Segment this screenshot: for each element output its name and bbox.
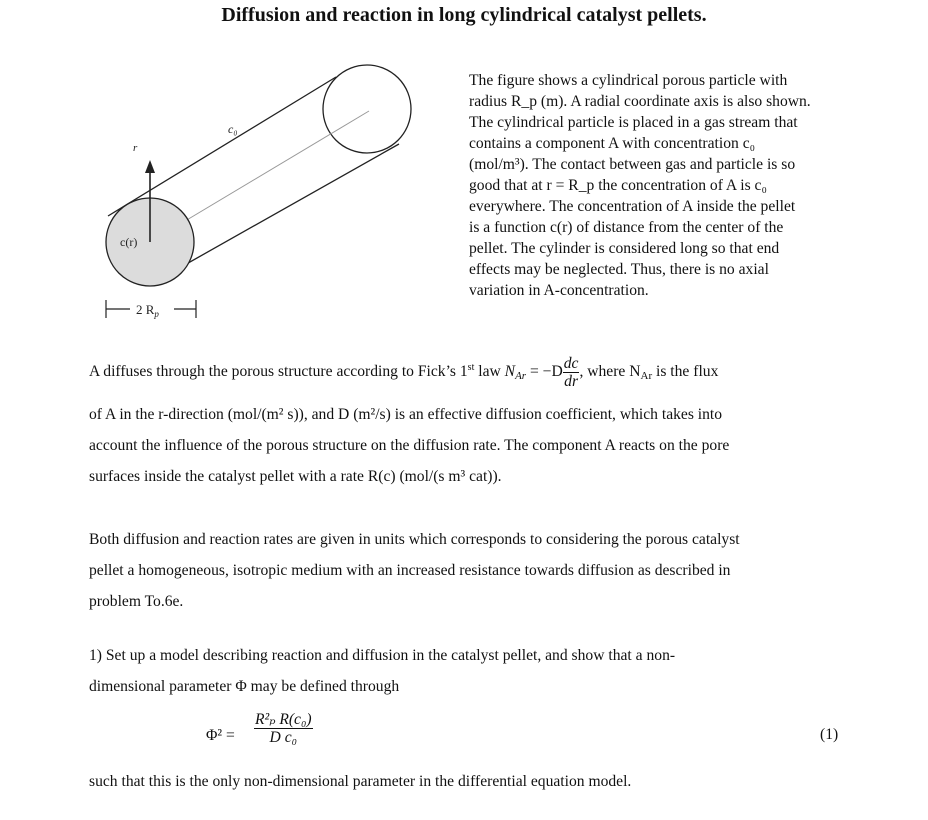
document-title: Diffusion and reaction in long cylindrical catalyst pellets.: [221, 4, 707, 26]
equation-number: (1): [820, 726, 839, 743]
intro-line: variation in A-concentration.: [469, 282, 649, 299]
label-r: r: [133, 142, 138, 154]
intro-line: The figure shows a cylindrical porous particle with: [469, 72, 788, 89]
intro-line: effects may be neglected. Thus, there is no axial: [469, 261, 769, 278]
task-line: dimensional parameter Φ may be defined through: [89, 678, 400, 695]
fick-line: account the influence of the porous structure on the diffusion rate. The component A reacts on the pore: [89, 437, 730, 454]
intro-paragraph: [469, 70, 869, 301]
radial-arrowhead: [145, 160, 155, 173]
fick-line: surfaces inside the catalyst pellet with a rate R(c) (mol/(s m³ cat)).: [89, 468, 502, 485]
intro-line: (mol/m³). The contact between gas and particle is so: [469, 156, 796, 173]
equation-1: [206, 705, 346, 775]
cylinder-top-edge: [108, 77, 336, 216]
label-2rp: 2 $R_p$: [136, 302, 159, 319]
units-line: Both diffusion and reaction rates are given in units which corresponds to considering the porous catalyst: [89, 531, 740, 548]
intro-line: radius R_p (m). A radial coordinate axis is also shown.: [469, 93, 811, 110]
fick-fraction: $\frac{dc}{dr}$: [563, 355, 579, 390]
label-c0: c₀: [228, 122, 238, 136]
label-cr: c(r): [120, 235, 138, 249]
intro-line: everywhere. The concentration of A inside the pellet: [469, 198, 796, 215]
conclusion-line: such that this is the only non-dimensional parameter in the differential equation model.: [89, 773, 632, 790]
task-paragraph: [89, 640, 879, 702]
intro-line: pellet. The cylinder is considered long so that end: [469, 240, 780, 257]
intro-line: contains a component A with concentration c₀: [469, 135, 756, 152]
intro-line: good that at r = R_p the concentration of A is c₀: [469, 177, 767, 194]
intro-line: The cylindrical particle is placed in a gas stream that: [469, 114, 798, 131]
fick-line: of A in the r-direction (mol/(m² s)), and D (m²/s) is an effective diffusion coefficient, which takes into: [89, 406, 723, 423]
intro-line: is a function c(r) of distance from the center of the: [469, 219, 784, 236]
fick-law-line: A diffuses through the porous structure according to Fick’s 1st law $N_{Ar} = -D$ $\frac{dc}{dr}$ , where $N_{Ar}$ is the flux: [89, 355, 719, 390]
fick-paragraph: [89, 355, 879, 492]
task-line: 1) Set up a model describing reaction and diffusion in the catalyst pellet, and show that a non-: [89, 647, 676, 664]
units-line: pellet a homogeneous, isotropic medium with an increased resistance towards diffusion as described in: [89, 562, 731, 579]
cylinder-figure: [88, 55, 428, 330]
units-paragraph: [89, 524, 879, 617]
equation-lhs: Φ² =: [206, 727, 235, 744]
equation-fraction: $\frac{\text{R²ₚ R(c₀)}}{\text{D c₀}}$: [255, 711, 312, 746]
units-line: problem To.6e.: [89, 593, 184, 610]
cylinder-far-end: [323, 65, 411, 153]
